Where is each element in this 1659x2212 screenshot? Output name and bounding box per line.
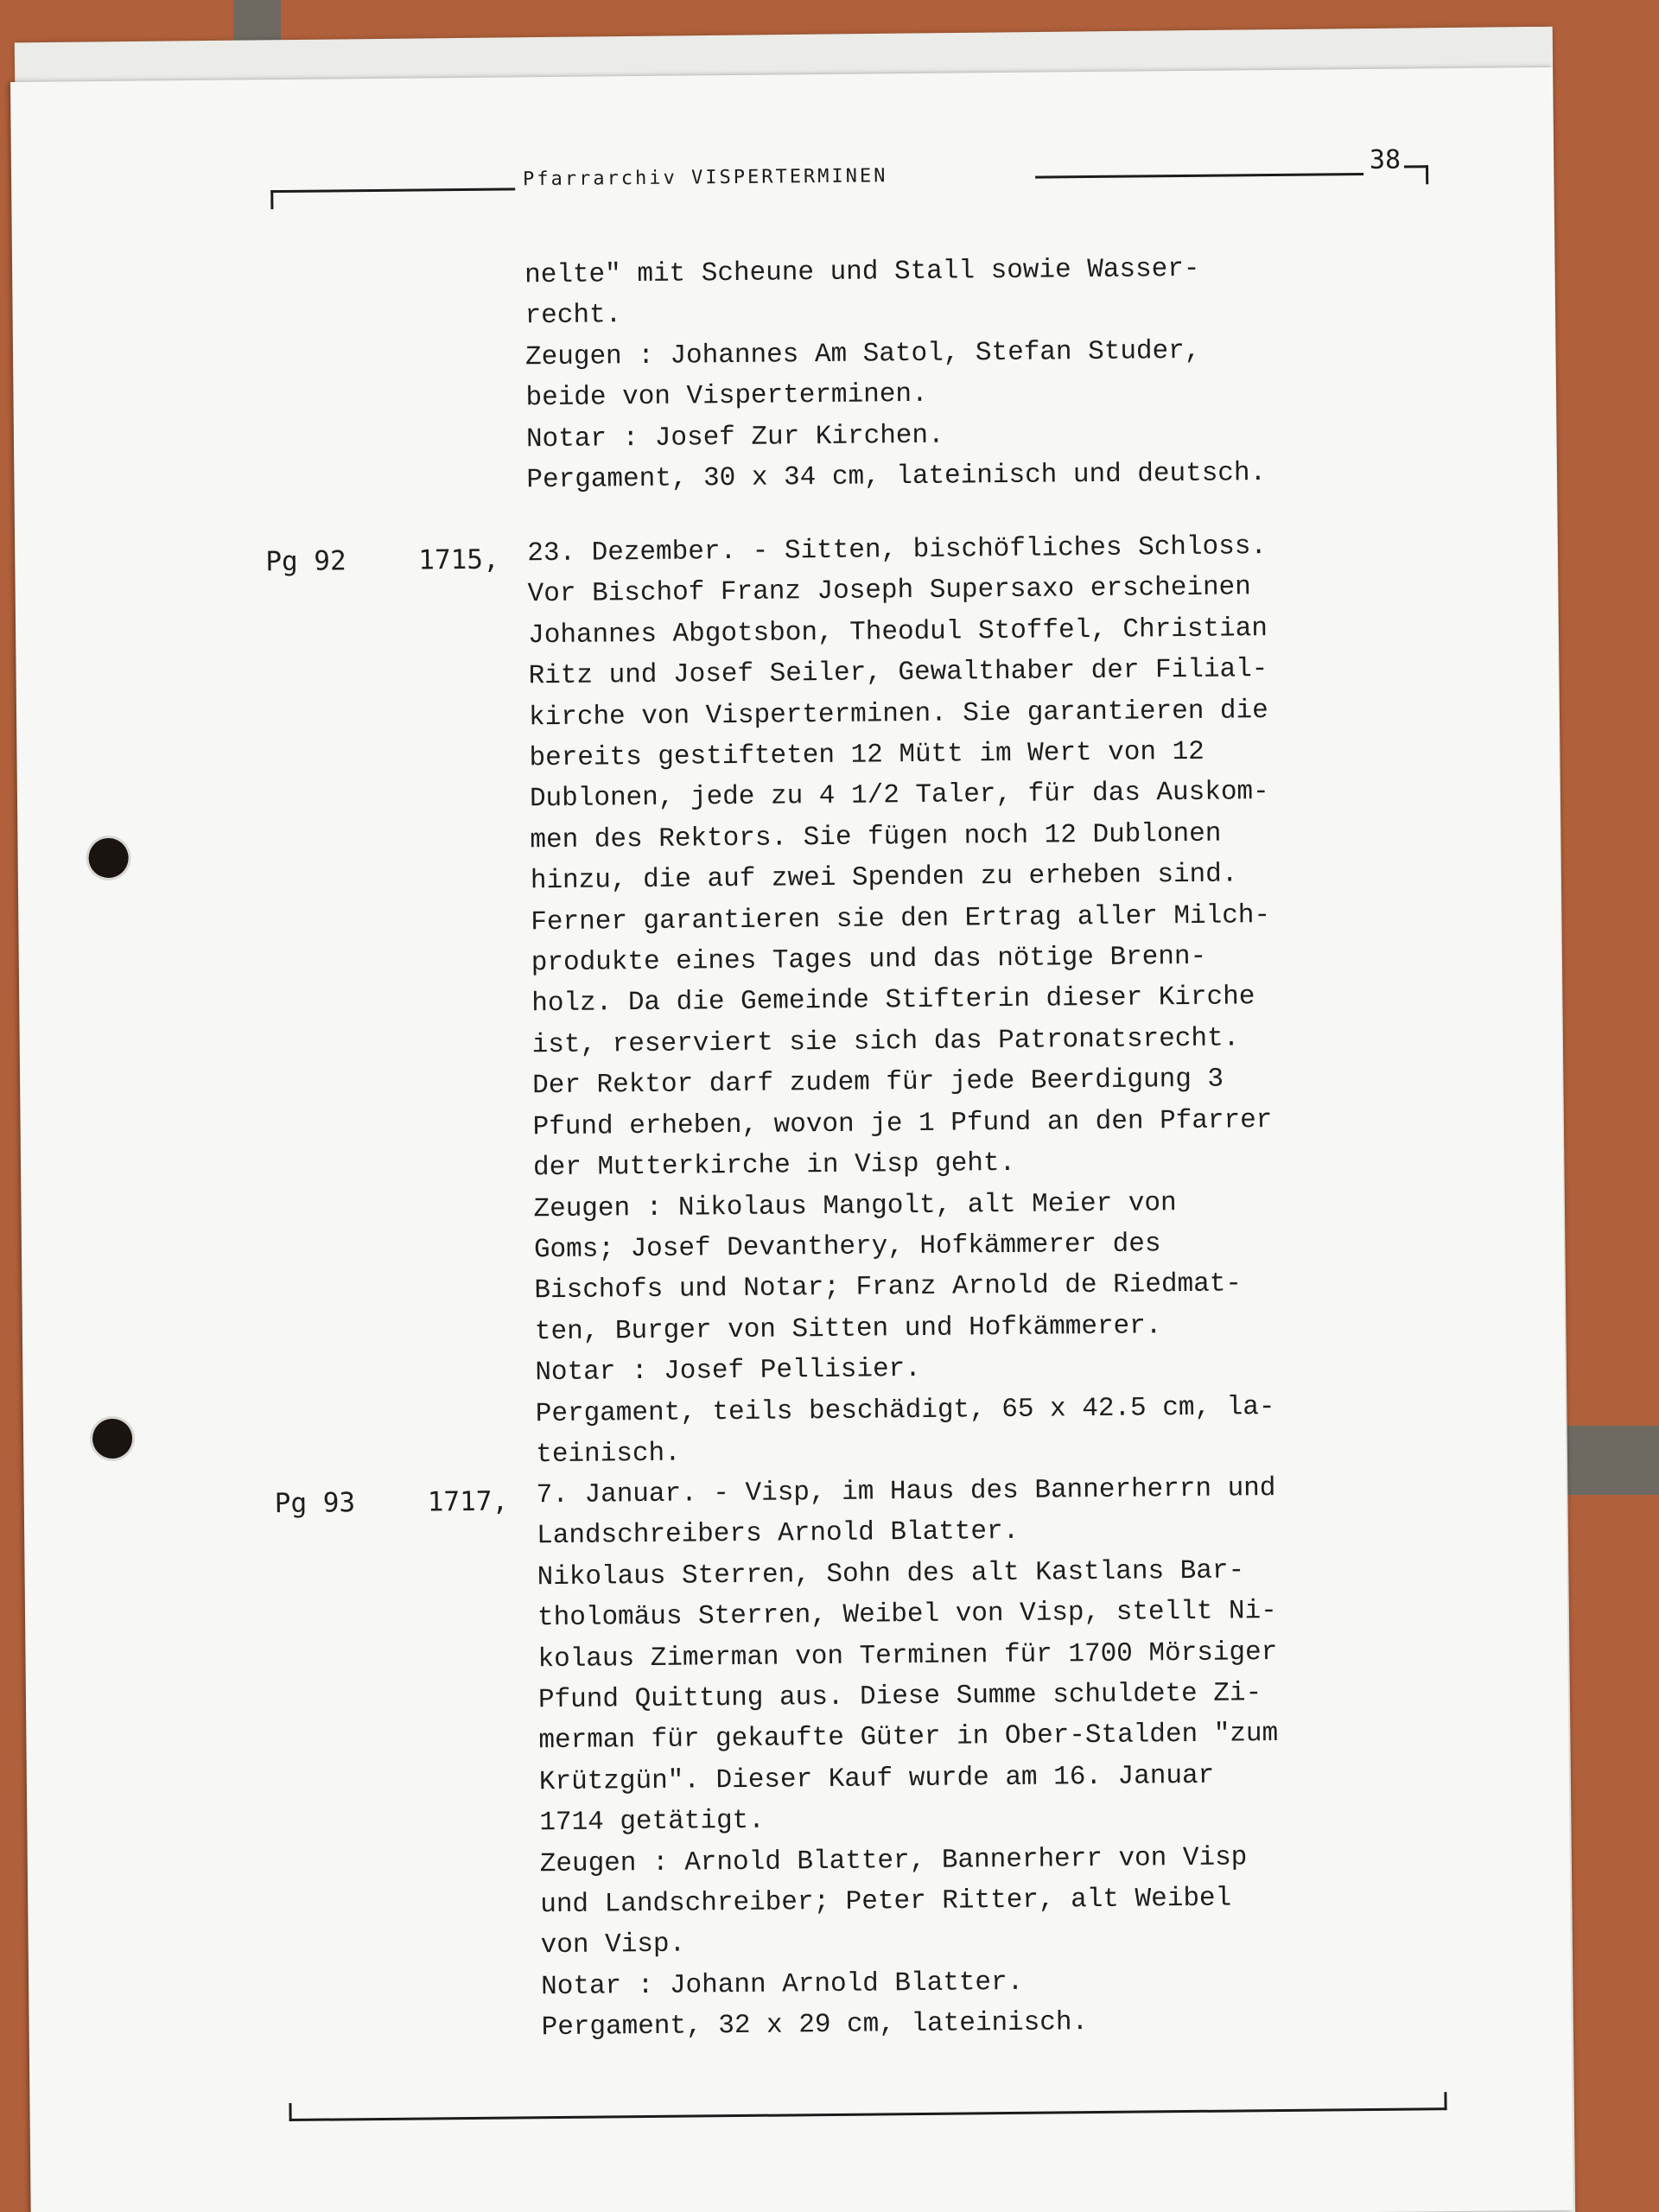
text-line: Der Rektor darf zudem für jede Beerdigung 3 [532, 1064, 1224, 1102]
footer-rule-left-tick [289, 2103, 291, 2121]
text-line: Vor Bischof Franz Joseph Supersaxo erscheinen [527, 572, 1251, 610]
header-rule-left-tick [270, 190, 273, 209]
entry-text [527, 526, 1275, 1476]
text-line: nelte" mit Scheune und Stall sowie Wasser- [524, 253, 1200, 291]
document-page [10, 67, 1573, 2212]
footer-rule-right-tick [1444, 2092, 1446, 2110]
entry-year: 1717, [427, 1485, 509, 1518]
text-line: Dublonen, jede zu 4 1/2 Taler, für das Auskom- [529, 777, 1269, 815]
text-line: Zeugen : Nikolaus Mangolt, alt Meier von [533, 1187, 1177, 1224]
text-line: Ferner garantieren sie den Ertrag aller Milch- [531, 899, 1271, 938]
text-line: Pergament, teils beschädigt, 65 x 42.5 cm, la- [535, 1391, 1275, 1429]
header-rule-right-tick [1426, 165, 1428, 184]
text-line: 7. Januar. - Visp, im Haus des Bannerherrn und [536, 1473, 1276, 1511]
text-line: ist, reserviert sie sich das Patronatsrecht. [531, 1023, 1240, 1061]
text-line: merman für gekaufte Güter in Ober-Stalden "zum [538, 1719, 1279, 1757]
text-line: ten, Burger von Sitten und Hofkämmerer. [534, 1310, 1162, 1347]
punch-hole [88, 838, 128, 878]
text-line: teinisch. [536, 1438, 681, 1471]
text-line: hinzu, die auf zwei Spenden zu erheben sind. [530, 859, 1238, 897]
text-line: Pfund erheben, wovon je 1 Pfund an den Pfarrer [532, 1104, 1273, 1142]
text-line: Johannes Abgotsbon, Theodul Stoffel, Christian [528, 613, 1268, 652]
footer-rule [289, 2107, 1447, 2121]
header-rule-right [1035, 173, 1363, 179]
text-line: Landschreibers Arnold Blatter. [537, 1516, 1020, 1552]
text-line: 1714 getätigt. [539, 1805, 765, 1839]
text-line: Notar : Josef Pellisier. [535, 1354, 921, 1389]
text-line: bereits gestifteten 12 Mütt im Wert von 12 [529, 736, 1205, 774]
continuation-text [524, 248, 1266, 501]
entry-year: 1715, [418, 543, 499, 576]
text-line: kirche von Visperterminen. Sie garantieren die [528, 695, 1268, 733]
text-line: beide von Visperterminen. [525, 379, 928, 414]
text-line: 23. Dezember. - Sitten, bischöfliches Schloss. [527, 531, 1268, 569]
entry-text [537, 1468, 1281, 2049]
text-line: recht. [524, 300, 622, 332]
text-line: Pergament, 32 x 29 cm, lateinisch. [541, 2007, 1089, 2044]
text-line: Krützgün". Dieser Kauf wurde am 16. Januar [538, 1760, 1215, 1798]
header-rule-end [1404, 165, 1428, 168]
text-line: Ritz und Josef Seiler, Gewalthaber der Filial- [528, 654, 1268, 692]
text-line: von Visp. [540, 1929, 686, 1961]
text-line: Bischofs und Notar; Franz Arnold de Riedmat- [534, 1268, 1243, 1306]
text-line: Goms; Josef Devanthery, Hofkämmerer des [533, 1229, 1161, 1266]
text-line: men des Rektors. Sie fügen noch 12 Dublonen [530, 818, 1222, 856]
entry-id: Pg 92 [265, 545, 346, 578]
text-line: holz. Da die Gemeinde Stifterin dieser Kirche [531, 982, 1255, 1020]
text-line: Pergament, 30 x 34 cm, lateinisch und deutsch. [526, 458, 1267, 496]
text-line: Nikolaus Sterren, Sohn des alt Kastlans Bar- [537, 1555, 1245, 1593]
entry-id: Pg 93 [274, 1487, 356, 1520]
text-line: Notar : Josef Zur Kirchen. [525, 420, 944, 454]
text-line: produkte eines Tages und das nötige Brenn- [531, 941, 1207, 979]
text-line: Notar : Johann Arnold Blatter. [541, 1967, 1024, 2003]
text-line: kolaus Zimerman von Terminen für 1700 Mörsiger [537, 1637, 1278, 1675]
text-line: und Landschreiber; Peter Ritter, alt Weibel [540, 1883, 1232, 1921]
archive-title: Pfarrarchiv VISPERTERMINEN [522, 165, 888, 191]
page-number: 38 [1369, 144, 1402, 175]
header-rule-left [270, 188, 515, 193]
text-line: Pfund Quittung aus. Diese Summe schuldete Zi- [537, 1678, 1262, 1716]
punch-hole [92, 1419, 132, 1459]
text-line: Zeugen : Arnold Blatter, Bannerherr von Visp [539, 1842, 1248, 1879]
text-line: Zeugen : Johannes Am Satol, Stefan Studer, [524, 335, 1201, 373]
text-line: der Mutterkirche in Visp geht. [532, 1147, 1016, 1184]
text-line: tholomäus Sterren, Weibel von Visp, stellt Ni- [537, 1596, 1277, 1634]
